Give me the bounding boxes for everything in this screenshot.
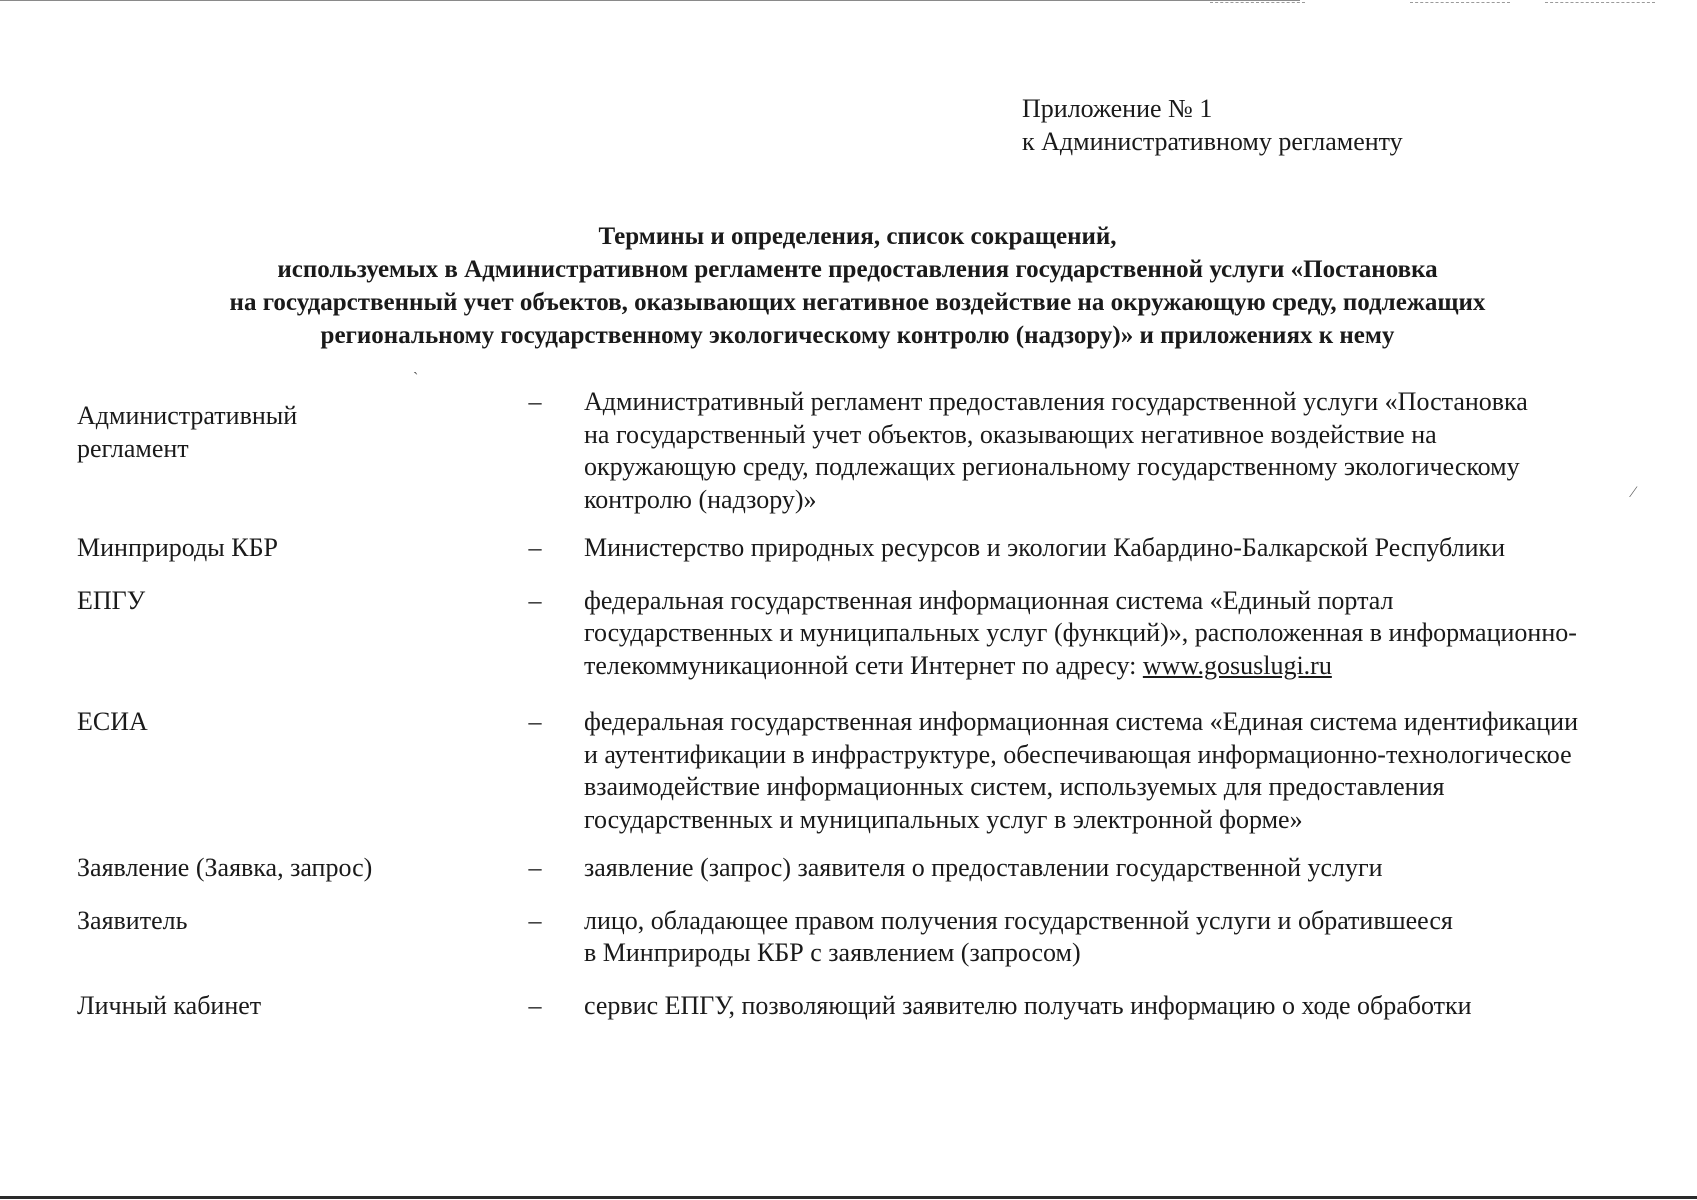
term-definition — [577, 386, 1657, 516]
term-row-personal-account — [77, 990, 1657, 1023]
scan-speck: ˏ — [413, 358, 419, 375]
term-dash: – — [528, 990, 542, 1020]
term-dash: – — [528, 533, 542, 562]
term-name-line: регламент — [77, 433, 189, 463]
term-name-line: Заявление (Заявка, запрос) — [77, 853, 373, 882]
title-line: Термины и определения, список сокращений, — [598, 223, 1117, 250]
term-name — [77, 532, 477, 565]
scan-edge-top — [0, 0, 1300, 1]
definition-line: сервис ЕПГУ, позволяющий заявителю получать информацию о ходе обработки — [584, 990, 1472, 1020]
definition-line: федеральная государственная информационная система «Единый портал — [584, 585, 1394, 615]
title-line: используемых в Административном регламенте предоставления государственной услуги «Постановка — [277, 256, 1438, 283]
term-name-line: Административный — [77, 401, 298, 430]
term-definition — [577, 852, 1657, 885]
definition-line: государственных и муниципальных услуг (функций)», расположенная в информационно- — [584, 618, 1577, 647]
term-name — [77, 905, 477, 938]
scan-edge-dash — [1545, 2, 1655, 3]
term-definition — [577, 905, 1657, 970]
term-name-line: ЕПГУ — [77, 585, 146, 615]
term-row-applicant — [77, 905, 1657, 970]
term-dash: – — [528, 387, 542, 416]
terms-list — [77, 384, 1657, 1022]
term-dash: – — [528, 905, 542, 935]
term-name-line: Минприроды КБР — [77, 533, 278, 562]
scan-speck: ⁄ — [1632, 484, 1635, 501]
definition-line: в Минприроды КБР с заявлением (запросом) — [584, 938, 1081, 967]
definition-line: и аутентификации в инфраструктуре, обеспечивающая информационно-технологическое — [584, 739, 1572, 769]
appendix-reference: к Административному регламенту — [1022, 127, 1403, 156]
term-row-application — [77, 852, 1657, 885]
definition-line: контролю (надзору)» — [584, 484, 817, 514]
term-name — [77, 706, 477, 739]
term-dash: – — [528, 853, 542, 882]
term-name-line: Личный кабинет — [77, 990, 262, 1020]
appendix-number: Приложение № 1 — [1022, 94, 1213, 123]
term-name — [77, 386, 477, 465]
definition-line: взаимодействие информационных систем, используемых для предоставления — [584, 772, 1445, 801]
scan-edge-dash — [1410, 2, 1510, 3]
appendix-header — [1022, 92, 1403, 158]
definition-line: окружающую среду, подлежащих региональному государственному экологическому — [584, 452, 1520, 481]
definition-line: государственных и муниципальных услуг в электронной форме» — [584, 804, 1303, 834]
definition-line: на государственный учет объектов, оказывающих негативное воздействие на — [584, 419, 1437, 449]
definition-line: лицо, обладающее правом получения государственной услуги и обратившееся — [584, 905, 1453, 935]
gosuslugi-link[interactable]: www.gosuslugi.ru — [1142, 650, 1332, 680]
term-definition — [577, 532, 1657, 565]
term-row-ministry — [77, 532, 1657, 565]
definition-line: Министерство природных ресурсов и экологии Кабардино-Балкарской Республики — [584, 533, 1506, 562]
document-title — [110, 220, 1605, 352]
term-name-line: Заявитель — [77, 905, 188, 935]
title-line: на государственный учет объектов, оказывающих негативное воздействие на окружающую среду, подлежащих — [229, 289, 1486, 316]
term-definition — [577, 990, 1657, 1023]
term-dash: – — [528, 585, 542, 615]
term-name — [77, 990, 477, 1023]
definition-line — [584, 650, 1657, 683]
term-name — [77, 852, 477, 885]
scan-edge-dash — [1210, 2, 1305, 3]
term-dash: – — [528, 707, 542, 736]
definition-line: федеральная государственная информационная система «Единая система идентификации — [584, 707, 1578, 736]
term-row-administrative-regulation — [77, 386, 1657, 516]
definition-line: заявление (запрос) заявителя о предоставлении государственной услуги — [584, 853, 1383, 882]
term-definition — [577, 585, 1657, 683]
definition-line: Административный регламент предоставления государственной услуги «Постановка — [584, 387, 1528, 416]
definition-text: телекоммуникационной сети Интернет по адресу: — [584, 650, 1143, 680]
title-line: региональному государственному экологическому контролю (надзору)» и приложениях к нему — [320, 322, 1395, 349]
scan-edge-bottom — [0, 1196, 1697, 1199]
term-definition — [577, 706, 1657, 836]
term-name-line: ЕСИА — [77, 707, 148, 736]
term-name — [77, 585, 477, 618]
term-row-epgu — [77, 585, 1657, 683]
term-row-esia — [77, 706, 1657, 836]
